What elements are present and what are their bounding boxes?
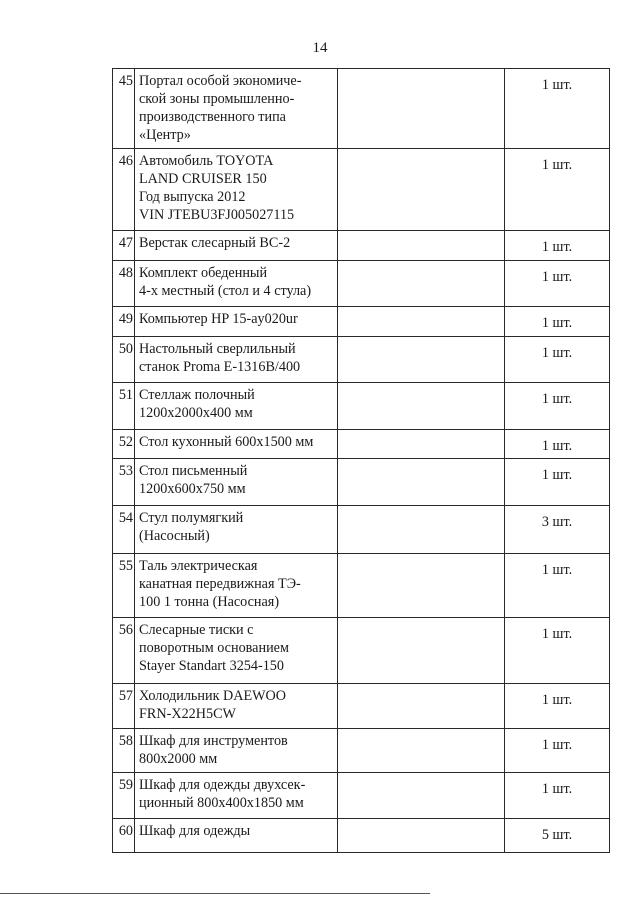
item-number: 45: [113, 69, 135, 149]
item-name: Верстак слесарный ВС-2: [135, 231, 338, 261]
empty-cell: [338, 261, 505, 307]
item-quantity: 1 шт.: [505, 773, 610, 819]
inventory-table: [112, 68, 610, 853]
item-quantity: 1 шт.: [505, 69, 610, 149]
table-row: [113, 773, 610, 819]
item-number: 55: [113, 554, 135, 618]
item-name: Автомобиль TOYOTA LAND CRUISER 150 Год выпуска 2012 VIN JTEBU3FJ005027115: [135, 149, 338, 231]
table-row: [113, 261, 610, 307]
item-number: 54: [113, 506, 135, 554]
item-name: Комплект обеденный 4-х местный (стол и 4 стула): [135, 261, 338, 307]
table-row: [113, 69, 610, 149]
item-number: 48: [113, 261, 135, 307]
item-quantity: 1 шт.: [505, 261, 610, 307]
item-number: 51: [113, 383, 135, 430]
item-quantity: 1 шт.: [505, 149, 610, 231]
item-quantity: 1 шт.: [505, 231, 610, 261]
item-number: 53: [113, 459, 135, 506]
empty-cell: [338, 819, 505, 853]
item-name: Компьютер HP 15-ay020ur: [135, 307, 338, 337]
table-row: [113, 149, 610, 231]
table-row: [113, 337, 610, 383]
item-number: 60: [113, 819, 135, 853]
empty-cell: [338, 69, 505, 149]
item-name: Шкаф для одежды: [135, 819, 338, 853]
table-row: [113, 430, 610, 459]
bottom-divider: [0, 893, 430, 894]
empty-cell: [338, 231, 505, 261]
item-quantity: 1 шт.: [505, 729, 610, 773]
item-name: Стул полумягкий (Насосный): [135, 506, 338, 554]
empty-cell: [338, 430, 505, 459]
item-number: 58: [113, 729, 135, 773]
empty-cell: [338, 307, 505, 337]
table-row: [113, 231, 610, 261]
table-row: [113, 506, 610, 554]
item-quantity: 3 шт.: [505, 506, 610, 554]
empty-cell: [338, 506, 505, 554]
item-name: Стол кухонный 600x1500 мм: [135, 430, 338, 459]
empty-cell: [338, 149, 505, 231]
empty-cell: [338, 773, 505, 819]
table-row: [113, 554, 610, 618]
item-quantity: 1 шт.: [505, 430, 610, 459]
item-name: Холодильник DAEWOO FRN-X22H5CW: [135, 684, 338, 729]
item-quantity: 1 шт.: [505, 618, 610, 684]
item-name: Таль электрическая канатная передвижная ТЭ- 100 1 тонна (Насосная): [135, 554, 338, 618]
item-number: 47: [113, 231, 135, 261]
empty-cell: [338, 684, 505, 729]
item-quantity: 1 шт.: [505, 383, 610, 430]
item-name: Стеллаж полочный 1200x2000x400 мм: [135, 383, 338, 430]
item-quantity: 1 шт.: [505, 684, 610, 729]
item-name: Настольный сверлильный станок Proma E-1316B/400: [135, 337, 338, 383]
empty-cell: [338, 459, 505, 506]
table-row: [113, 307, 610, 337]
table-row: [113, 819, 610, 853]
item-number: 52: [113, 430, 135, 459]
item-quantity: 1 шт.: [505, 337, 610, 383]
empty-cell: [338, 554, 505, 618]
table-row: [113, 684, 610, 729]
table-row: [113, 729, 610, 773]
item-name: Портал особой экономиче- ской зоны промышленно- производственного типа «Центр»: [135, 69, 338, 149]
empty-cell: [338, 618, 505, 684]
item-quantity: 5 шт.: [505, 819, 610, 853]
item-name: Слесарные тиски с поворотным основанием Stayer Standart 3254-150: [135, 618, 338, 684]
empty-cell: [338, 337, 505, 383]
item-number: 56: [113, 618, 135, 684]
table-row: [113, 618, 610, 684]
item-number: 50: [113, 337, 135, 383]
item-number: 46: [113, 149, 135, 231]
empty-cell: [338, 383, 505, 430]
item-name: Стол письменный 1200x600x750 мм: [135, 459, 338, 506]
item-quantity: 1 шт.: [505, 459, 610, 506]
item-name: Шкаф для одежды двухсек- ционный 800x400x1850 мм: [135, 773, 338, 819]
table-row: [113, 383, 610, 430]
item-quantity: 1 шт.: [505, 554, 610, 618]
item-number: 59: [113, 773, 135, 819]
item-number: 57: [113, 684, 135, 729]
page-number: 14: [312, 40, 328, 56]
item-quantity: 1 шт.: [505, 307, 610, 337]
table-row: [113, 459, 610, 506]
item-number: 49: [113, 307, 135, 337]
empty-cell: [338, 729, 505, 773]
item-name: Шкаф для инструментов 800x2000 мм: [135, 729, 338, 773]
